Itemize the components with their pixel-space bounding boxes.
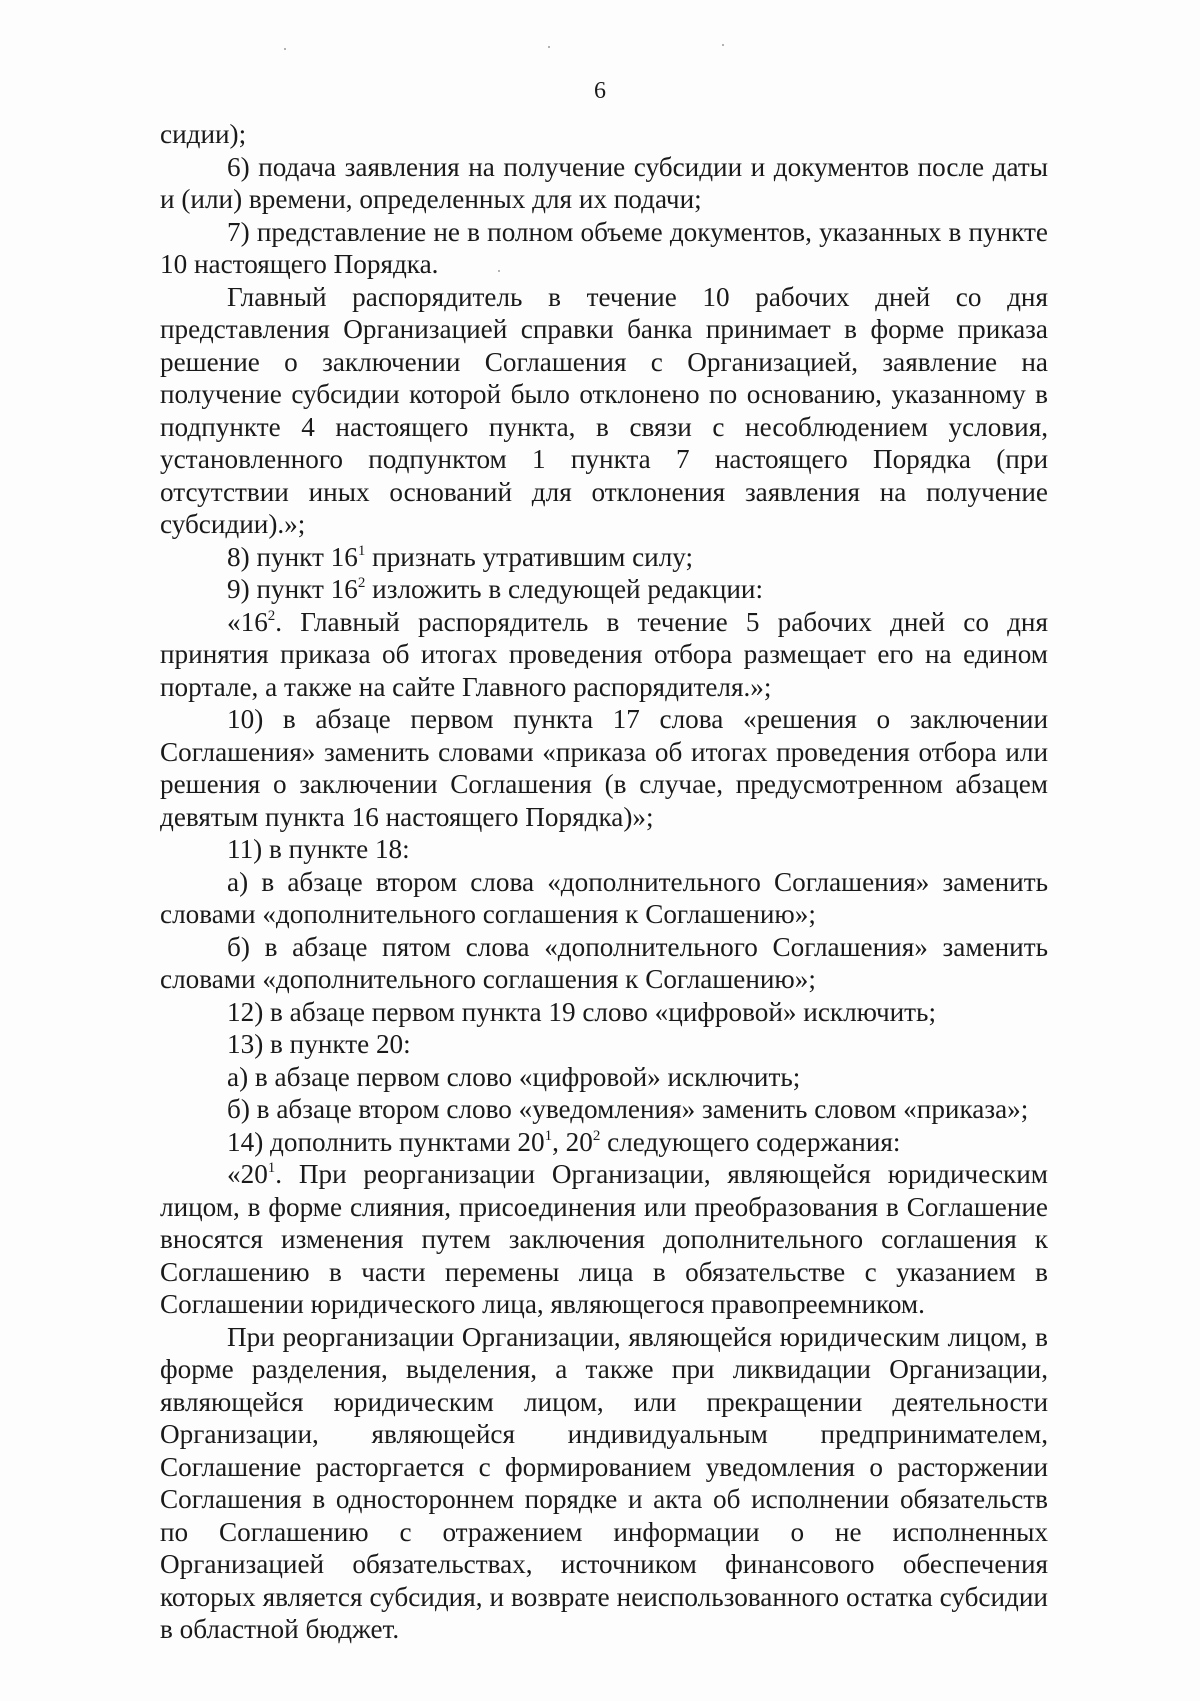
text-span: «20 [227,1159,268,1189]
paragraph [160,1126,1048,1159]
paragraph: Главный распорядитель в течение 10 рабочих дней со дня представления Организацией справки банка принимает в форме приказа решение о заключении Соглашения с Организацией, заявление на получение субсидии которой было отклонено по основанию, указанному в подпункте 4 настоящего пункта, в связи с несоблюдением условия, установленного подпунктом 1 пункта 7 настоящего Порядка (при отсутствии иных оснований для отклонения заявления на получение субсидии).»; [160,281,1048,539]
text-span: следующего содержания: [600,1126,901,1157]
paragraph: 10) в абзаце первом пункта 17 слова «решения о заключении Соглашения» заменить словами «приказа об итогах проведения отбора или решения о заключении Соглашения (в случае, предусмотренном абзацем девятым пункта 16 настоящего Порядка)»; [160,704,1048,832]
paragraph: При реорганизации Организации, являющейся юридическим лицом, в форме разделения, выделения, а также при ликвидации Организации, являющейся юридическим лицом, или прекращении деятельности Организации, являющейся индивидуальным предпринимателем, Соглашение расторгается с формированием уведомления о расторжении Соглашения в одностороннем порядке и акта об исполнении обязательств по Соглашению с отражением информации о не исполненных Организацией обязательствах, источником финансового обеспечения которых является субсидия, и возврате неиспользованного остатка субсидии в областной бюджет. [160,1321,1048,1644]
paragraph: 12) в абзаце первом пункта 19 слово «цифровой» исключить; [227,996,937,1027]
superscript: 1 [357,542,366,559]
scan-artifact [284,48,286,50]
paragraph: а) в абзаце первом слово «цифровой» исключить; [227,1061,801,1092]
paragraph: б) в абзаце пятом слова «дополнительного Соглашения» заменить словами «дополнительного соглашения к Соглашению»; [160,931,1048,994]
text-span: «16 [227,606,268,637]
paragraph [160,1158,1048,1321]
paragraph: 7) представление не в полном объеме документов, указанных в пункте 10 настоящего Порядка. [160,216,1048,279]
page-number: 6 [594,78,606,104]
paragraph: 6) подача заявления на получение субсидии и документов после даты и (или) времени, определенных для их подачи; [160,151,1048,214]
paragraph: 11) в пункте 18: [227,834,410,864]
paragraph: а) в абзаце втором слова «дополнительного Соглашения» заменить словами «дополнительного соглашения к Соглашению»; [160,866,1048,929]
superscript: 1 [267,1160,276,1176]
scan-artifact [722,44,724,46]
text-span: 9) пункт 16 [227,574,358,604]
text-span: . При реорганизации Организации, являющейся юридическим лицом, в форме слияния, присоединения или преобразования в Соглашение вносятся изменения путем заключения дополнительного соглашения к Соглашению в части перемены лица в обязательстве с указанием в Соглашении юридического лица, являющегося правопреемником. [160,1159,1048,1319]
document-body [160,118,1048,1646]
paragraph: б) в абзаце втором слово «уведомления» заменить словом «приказа»; [227,1094,1029,1124]
text-span: изложить в следующей редакции: [365,574,764,604]
text-span: признать утратившим силу; [365,541,694,572]
paragraph [160,573,1048,606]
superscript: 2 [592,1127,601,1144]
text-span: , 20 [552,1126,593,1157]
scan-artifact [548,46,550,48]
text-span: . Главный распорядитель в течение 5 рабочих дней со дня принятия приказа об итогах проведения отбора размещает его на едином портале, а также на сайте Главного распорядителя.»; [160,606,1048,702]
superscript: 2 [267,607,276,624]
superscript: 2 [357,575,366,591]
text-span: 14) дополнить пунктами 20 [227,1126,545,1157]
text-span: 8) пункт 16 [227,541,358,572]
paragraph: сидии); [160,119,247,149]
paragraph [160,606,1048,704]
paragraph: 13) в пункте 20: [227,1029,411,1059]
paragraph [160,541,1048,574]
superscript: 1 [544,1127,553,1144]
